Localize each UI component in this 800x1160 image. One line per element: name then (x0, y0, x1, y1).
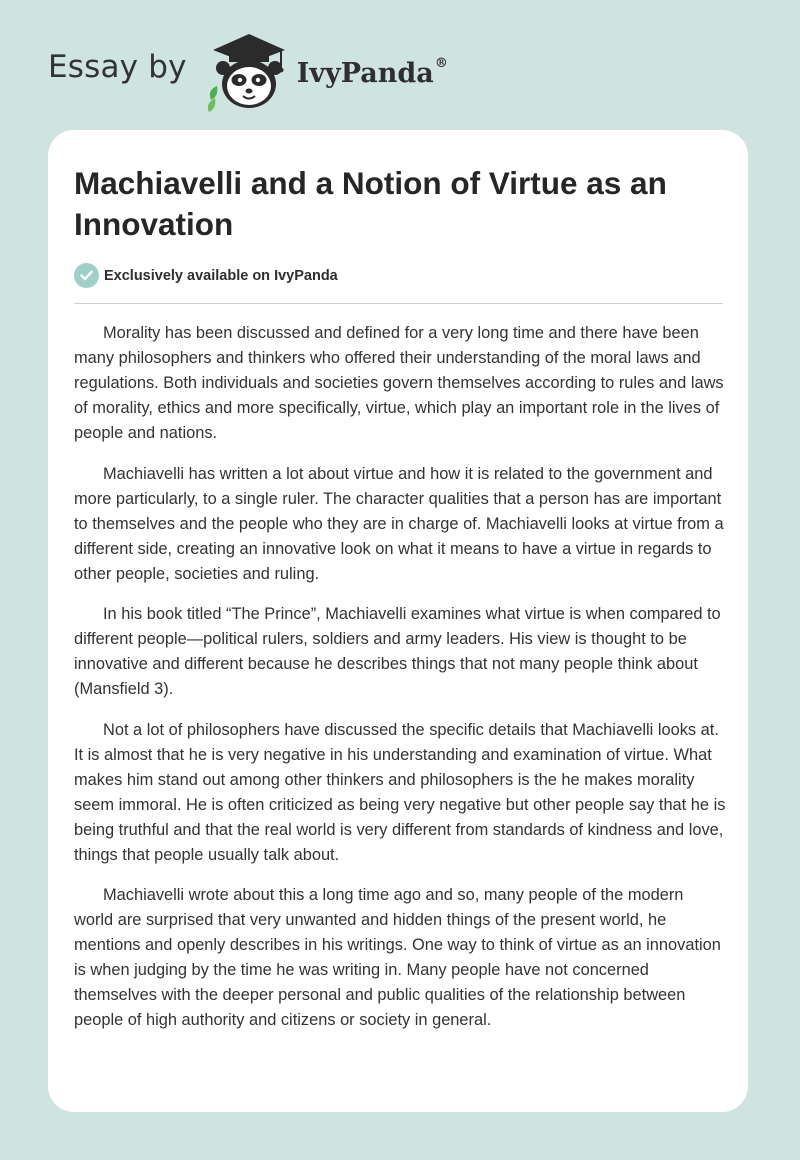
paragraph: Morality has been discussed and defined for a very long time and there have been many philosophers and thinkers who offered their understanding of the moral laws and regulations. Both individuals and societies govern themselves according to rules and laws of morality, ethics and more specifically, virtue, which play an important role in the lives of people and nations. (74, 324, 724, 442)
paragraph: In his book titled “The Prince”, Machiavelli examines what virtue is when compared to different people—political rulers, soldiers and army leaders. His view is thought to be innovative and different because he describes things that not many people think about (Mansfield 3). (74, 605, 721, 698)
exclusive-label: Exclusively available on IvyPanda (104, 267, 338, 284)
exclusive-badge (74, 263, 338, 288)
divider (74, 303, 723, 304)
check-icon (74, 263, 99, 288)
panda-graduate-icon[interactable] (203, 28, 293, 112)
site-header (48, 28, 448, 112)
brand-name[interactable] (296, 55, 448, 89)
brand-name-text: IvyPanda (296, 57, 434, 89)
paragraph: Not a lot of philosophers have discussed the specific details that Machiavelli looks at. It is almost that he is very negative in his understanding and examination of virtue. What makes him stand out among other thinkers and philosophers is the he makes morality seem immoral. He is often criticized as being very negative but other people say that he is being truthful and that the real world is very different from standards of kindness and love, things that people usually talk about. (74, 720, 726, 864)
essay-by-label: Essay by (48, 49, 187, 85)
paragraph: Machiavelli wrote about this a long time ago and so, many people of the modern world are surprised that very unwanted and hidden things of the present world, he mentions and openly describes in his writings. One way to think of virtue as an innovation is when judging by the time he was writing in. Many people have not concerned themselves with the deeper personal and public qualities of the relationship between people of high authority and citizens or society in general. (74, 886, 721, 1029)
article-title: Machiavelli and a Notion of Virtue as an Innovation (74, 165, 667, 242)
paragraph: Machiavelli has written a lot about virtue and how it is related to the government and more particularly, to a single ruler. The character qualities that a person has are important to themselves and the people who they are in charge of. Machiavelli looks at virtue from a different side, creating an innovative look on what it means to have a virtue in regards to other people, societies and ruling. (74, 464, 724, 583)
registered-mark: ® (434, 55, 448, 71)
article-card (48, 130, 748, 1112)
article-body (74, 321, 726, 1049)
